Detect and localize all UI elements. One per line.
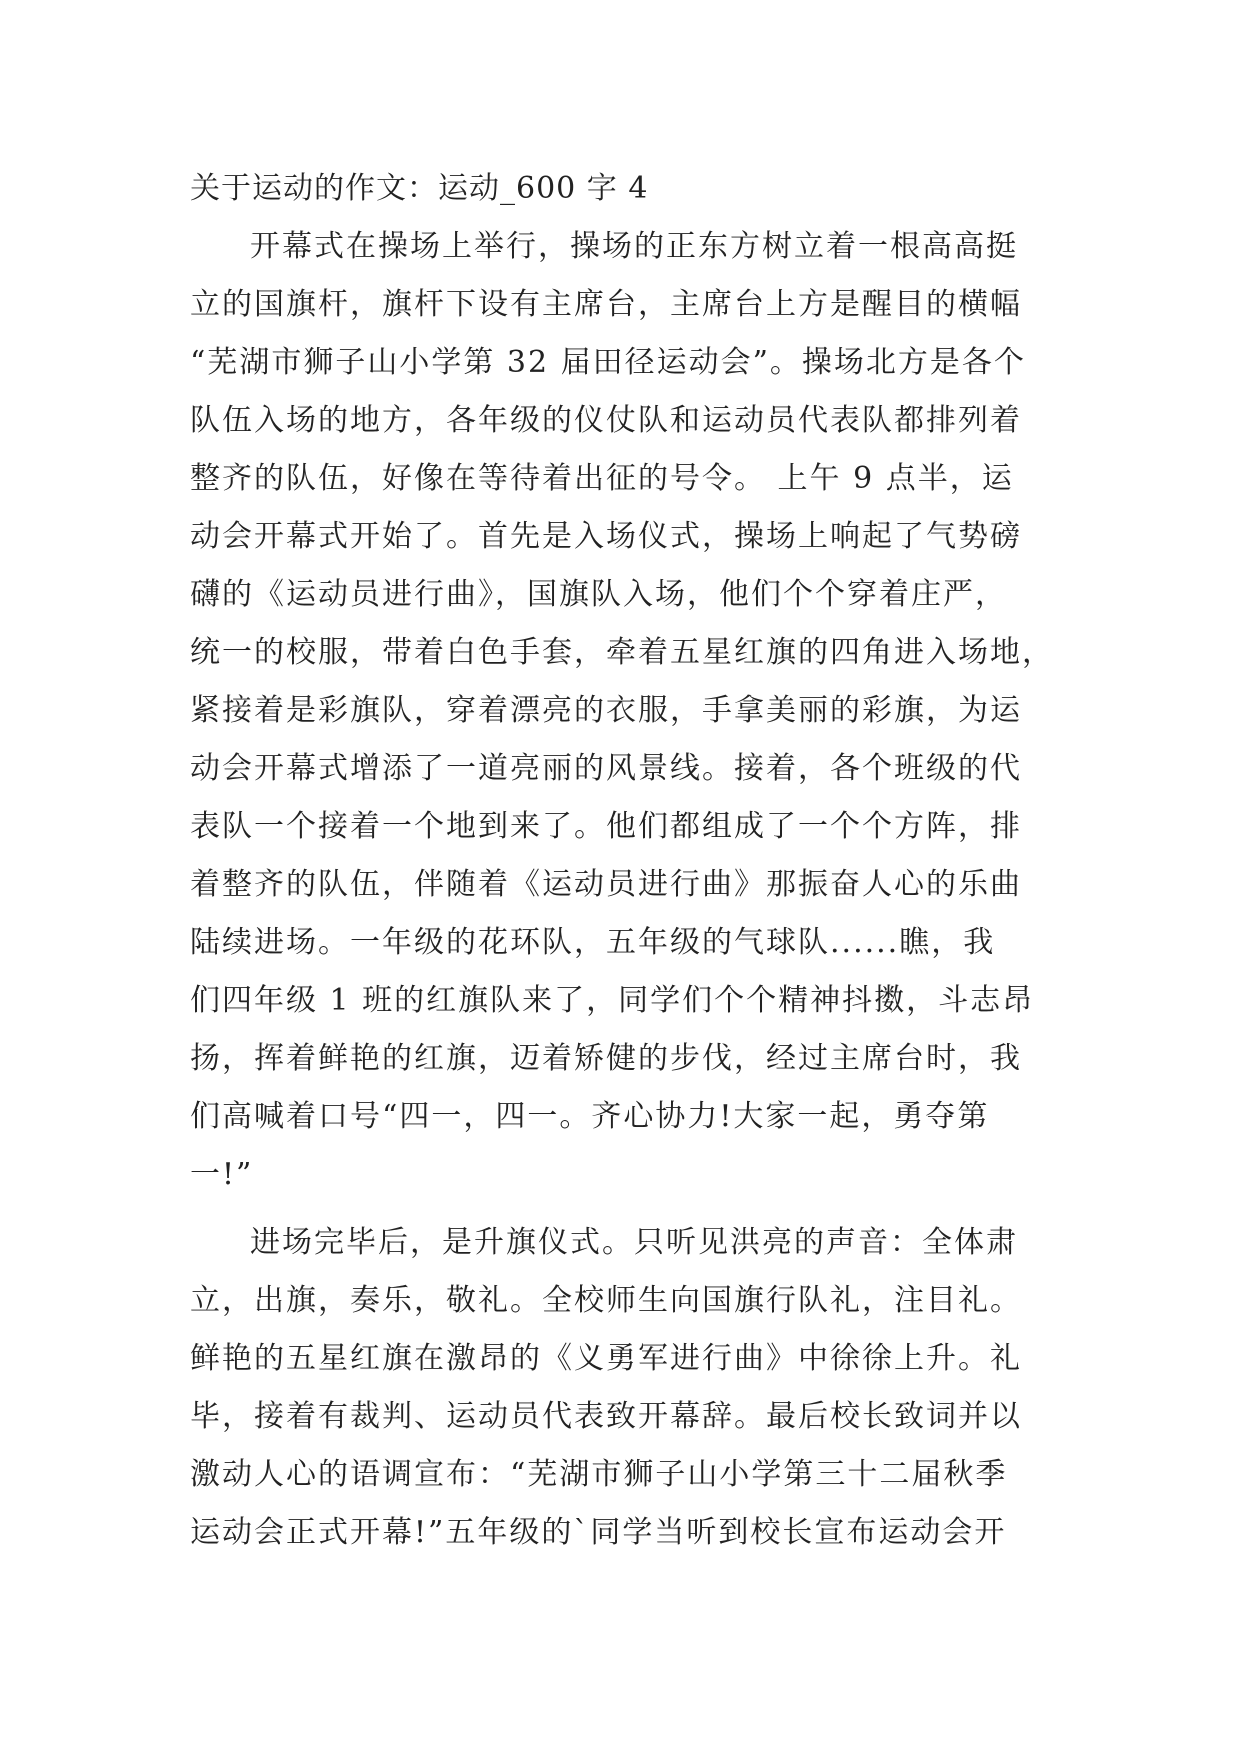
paragraph-1-line: 动会开幕式增添了一道亮丽的风景线。接着，各个班级的代 (190, 751, 1022, 786)
paragraph-1-line: 整齐的队伍，好像在等待着出征的号令。 上午 9 点半，运 (190, 461, 1014, 496)
paragraph-1-line: 们四年级 1 班的红旗队来了，同学们个个精神抖擞，斗志昂 (190, 983, 1035, 1018)
paragraph-1-line: 一!” (190, 1157, 254, 1192)
paragraph-1-line: “芜湖市狮子山小学第 32 届田径运动会”。操场北方是各个 (190, 345, 1026, 380)
paragraph-2-line: 激动人心的语调宣布：“芜湖市狮子山小学第三十二届秋季 (190, 1457, 1008, 1492)
paragraph-1-line: 动会开幕式开始了。首先是入场仪式，操场上响起了气势磅 (190, 519, 1022, 554)
paragraph-1-line: 扬，挥着鲜艳的红旗，迈着矫健的步伐，经过主席台时，我 (190, 1041, 1022, 1076)
paragraph-2-line: 鲜艳的五星红旗在激昂的《义勇军进行曲》中徐徐上升。礼 (190, 1341, 1022, 1376)
paragraph-1-line: 们高喊着口号“四一，四一。齐心协力!大家一起，勇夺第 (190, 1099, 990, 1134)
paragraph-1-line: 礴的《运动员进行曲》，国旗队入场，他们个个穿着庄严， (190, 577, 1007, 612)
paragraph-2-line: 立，出旗，奏乐，敬礼。全校师生向国旗行队礼，注目礼。 (190, 1283, 1022, 1318)
paragraph-2-line: 毕，接着有裁判、运动员代表致开幕辞。最后校长致词并以 (190, 1399, 1022, 1434)
document-title: 关于运动的作文：运动_600 字 4 (190, 171, 649, 206)
paragraph-1-line: 统一的校服，带着白色手套，牵着五星红旗的四角进入场地， (190, 635, 1054, 670)
paragraph-1-line: 表队一个接着一个地到来了。他们都组成了一个个方阵，排 (190, 809, 1022, 844)
paragraph-2-line: 进场完毕后，是升旗仪式。只听见洪亮的声音：全体肃 (250, 1225, 1018, 1260)
paragraph-1-line: 紧接着是彩旗队，穿着漂亮的衣服，手拿美丽的彩旗，为运 (190, 693, 1022, 728)
paragraph-1-line: 立的国旗杆，旗杆下设有主席台，主席台上方是醒目的横幅 (190, 287, 1022, 322)
paragraph-2-line: 运动会正式开幕!”五年级的`同学当听到校长宣布运动会开 (190, 1515, 1007, 1550)
paragraph-1-line: 队伍入场的地方，各年级的仪仗队和运动员代表队都排列着 (190, 403, 1022, 438)
paragraph-1-line: 陆续进场。一年级的花环队，五年级的气球队......瞧，我 (190, 925, 996, 960)
paragraph-1-line: 着整齐的队伍，伴随着《运动员进行曲》那振奋人心的乐曲 (190, 867, 1022, 902)
paragraph-1-line: 开幕式在操场上举行，操场的正东方树立着一根高高挺 (250, 229, 1018, 264)
